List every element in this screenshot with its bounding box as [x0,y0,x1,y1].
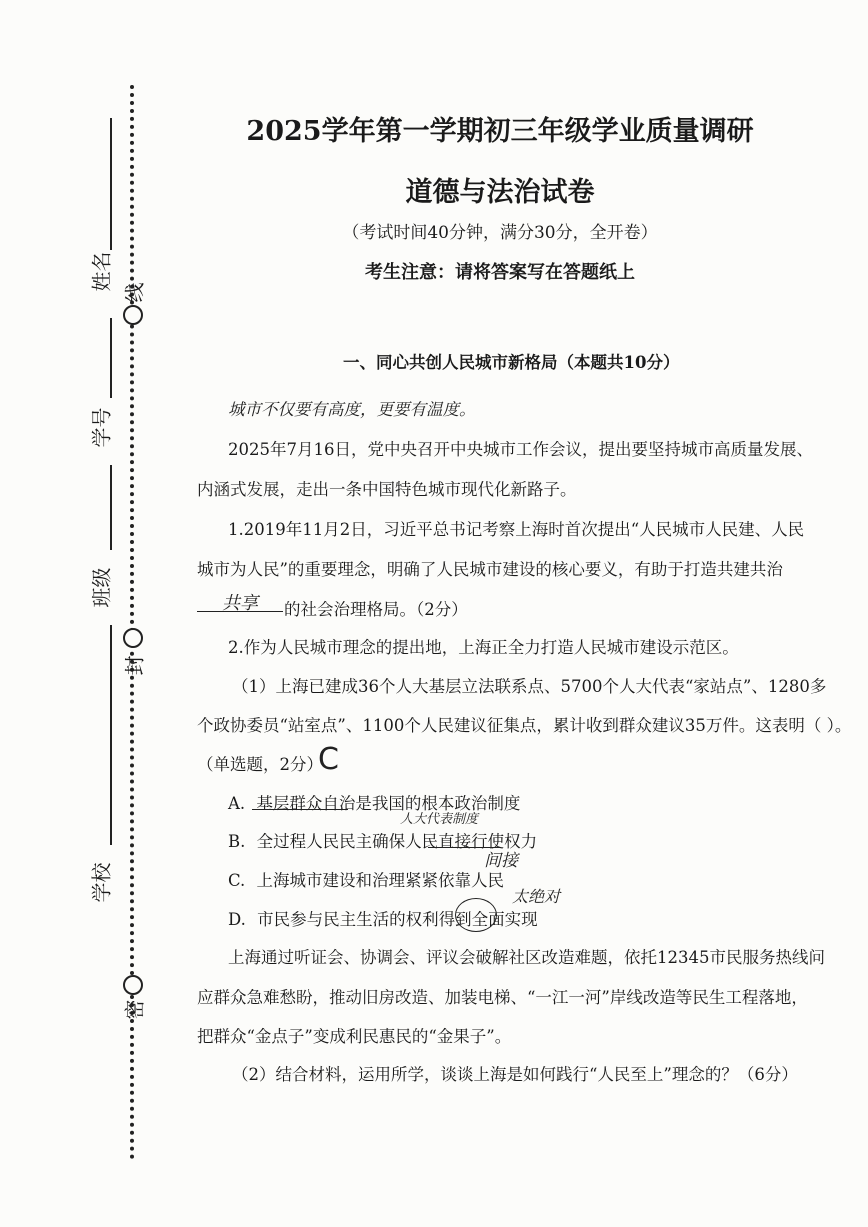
question-1-line-2: 城市为人民”的重要理念，明确了人民城市建设的核心要义，有助于打造共建共治 [197,560,783,579]
class-label: 班级 [89,567,114,608]
question-2-1-line-2: 个政协委员“站室点”、1100个人民建议征集点，累计收到群众建议35万件。这表明（ ）。 [197,716,852,735]
material-line-3: 把群众“金点子”变成利民惠民的“金果子”。 [197,1027,512,1046]
option-d-letter: D. [228,910,246,929]
school-label: 学校 [89,862,114,903]
question-2-1-type: （单选题，2分） [197,755,323,774]
intro-line-2: 2025年7月16日，党中央召开中央城市工作会议，提出要坚持城市高质量发展、 [228,440,813,459]
option-c[interactable] [228,867,504,891]
binding-mark-mi: 密 [122,999,147,1020]
class-fill-line [110,465,112,550]
subject-title: 道德与法治试卷 [405,177,595,208]
option-a-handwritten-note: 人大代表制度 [400,812,479,827]
section-heading: 一、同心共创人民城市新格局（本题共10分） [343,353,680,372]
material-line-1: 上海通过听证会、协调会、评议会破解社区改造难题，依托12345市民服务热线问 [228,948,825,967]
option-b-handwritten-note: 间接 [484,851,518,871]
binding-circle-mi [123,975,143,995]
option-a-text: 基层群众自治是我国的根本政治制度 [256,794,521,813]
name-label: 姓名 [89,251,114,292]
question-2-1-handwritten-answer: C [318,742,339,777]
option-a-underline [252,809,348,810]
question-2-2: （2）结合材料，运用所学，谈谈上海是如何践行“人民至上”理念的？（6分） [232,1065,798,1084]
binding-mark-xian: 线 [122,282,147,303]
option-c-text: 上海城市建设和治理紧紧依靠人民 [256,871,505,890]
question-2-line: 2.作为人民城市理念的提出地，上海正全力打造人民城市建设示范区。 [228,638,739,657]
option-b-letter: B. [228,832,246,851]
option-a-letter: A. [228,794,246,813]
binding-circle-feng [123,628,143,648]
binding-circle-xian [123,305,143,325]
option-b-text: 全过程人民民主确保人民直接行使权力 [256,832,538,851]
question-1-answer-blank[interactable] [197,589,283,612]
intro-line-3: 内涵式发展，走出一条中国特色城市现代化新路子。 [197,480,577,499]
option-c-letter: C. [228,871,246,890]
question-1-line-1: 1.2019年11月2日，习近平总书记考察上海时首次提出“人民城市人民建、人民 [228,520,805,539]
exam-info: （考试时间40分钟，满分30分，全开卷） [342,223,658,243]
option-d-circle-mark [455,898,497,932]
id-label: 学号 [89,407,114,448]
material-line-2: 应群众急难愁盼，推动旧房改造、加装电梯、“一江一河”岸线改造等民生工程落地， [197,988,808,1007]
option-d-text: 市民参与民主生活的权利得到全面实现 [257,910,538,929]
school-fill-line [110,625,112,845]
question-1-handwritten-answer: 共享 [222,593,258,614]
binding-mark-feng: 封 [122,655,147,676]
exam-notice: 考生注意：请将答案写在答题纸上 [365,262,635,283]
intro-line-1: 城市不仅要有高度，更要有温度。 [228,400,476,419]
question-1-tail: 的社会治理格局。（2分） [284,600,468,619]
question-2-1-line-1: （1）上海已建成36个人大基层立法联系点、5700个人大代表“家站点”、1280多 [232,677,827,696]
id-fill-line [110,318,112,398]
exam-title: 2025学年第一学期初三年级学业质量调研 [246,116,754,147]
option-d-handwritten-note: 太绝对 [512,887,561,906]
